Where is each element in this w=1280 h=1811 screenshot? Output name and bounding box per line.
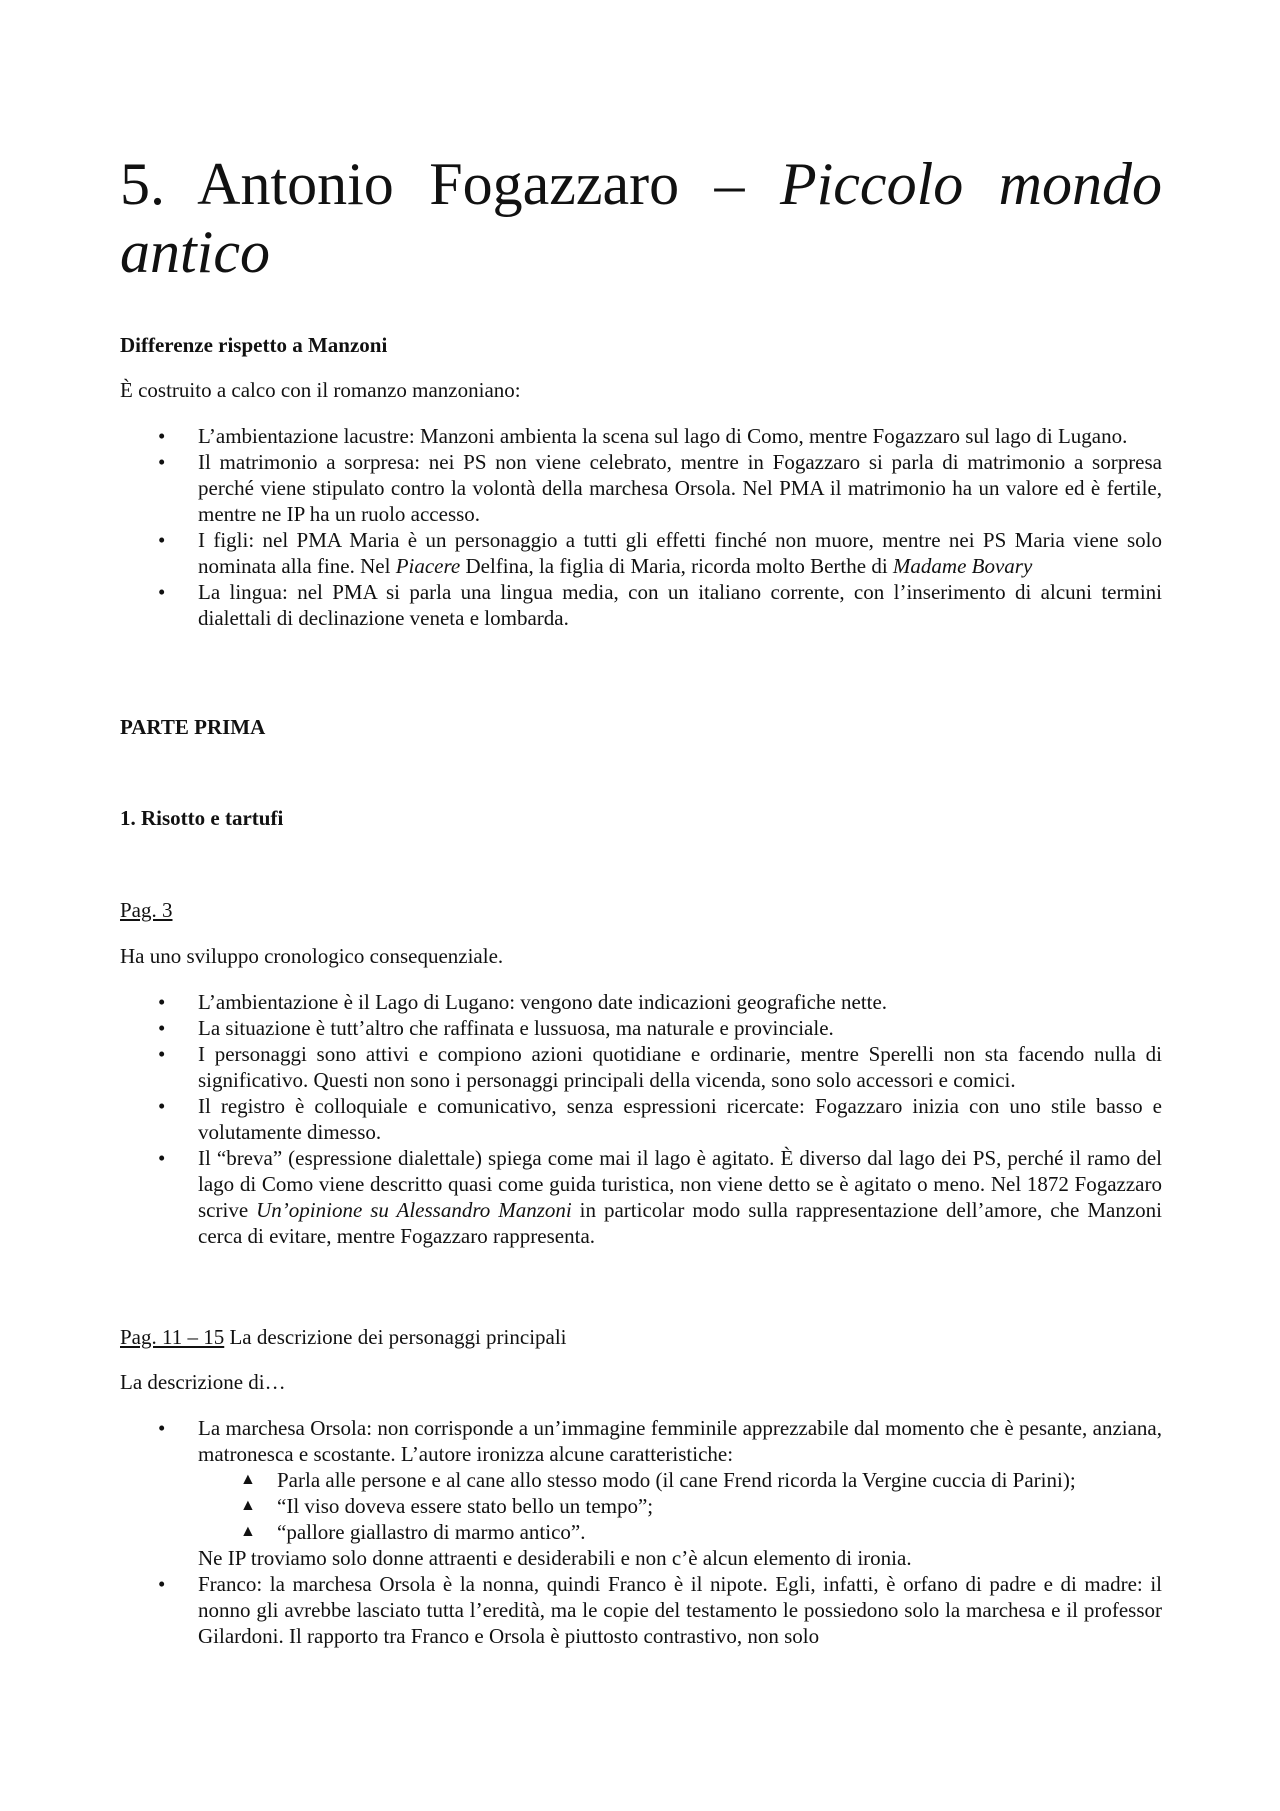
list-item: • Il matrimonio a sorpresa: nei PS non viene celebrato, mentre in Fogazzaro si parla di matrimonio a sorpresa perché viene stipulato contro la volontà della marchesa Orsola. Nel PMA il matrimonio ha un valore ed è fertile, mentre ne IP ha un ruolo accesso.: [158, 450, 1162, 526]
bullet-icon: •: [158, 580, 166, 604]
bullet-icon: •: [158, 424, 166, 448]
bullet-icon: •: [158, 1416, 166, 1440]
pag3-intro: Ha uno sviluppo cronologico consequenziale.: [120, 944, 504, 968]
bullet-icon: •: [158, 450, 166, 474]
pag11-intro: La descrizione di…: [120, 1370, 286, 1394]
bullet-icon: •: [158, 1572, 166, 1596]
sublist-item: ▲ “pallore giallastro di marmo antico”.: [240, 1520, 586, 1544]
chapter-heading: 1. Risotto e tartufi: [120, 806, 284, 830]
list-item-franco: • Franco: la marchesa Orsola è la nonna, quindi Franco è il nipote. Egli, infatti, è orfano di padre e di madre: il nonno gli avrebbe lasciato tutta l’eredità, ma le copie del testamento le possiedono solo la marchesa e il professor Gilardoni. Il rapporto tra Franco e Orsola è piuttosto contrastivo, non solo: [158, 1572, 1162, 1648]
list-item-orsola: • La marchesa Orsola: non corrisponde a un’immagine femminile apprezzabile dal momento che è pesante, anziana, matronesca e scostante. L’autore ironizza alcune caratteristiche:: [158, 1416, 1162, 1466]
page-title: [120, 150, 1162, 286]
differenze-list: [120, 423, 1162, 631]
differenze-intro: È costruito a calco con il romanzo manzoniano:: [120, 378, 521, 402]
bullet-icon: •: [158, 1146, 166, 1170]
list-item: • I personaggi sono attivi e compiono azioni quotidiane e ordinarie, mentre Sperelli non sta facendo nulla di significativo. Questi non sono i personaggi principali della vicenda, sono solo accessori e comici.: [158, 1042, 1162, 1092]
title-work: Piccolo mondo antico: [120, 151, 1163, 285]
page-reference-3: Pag. 3: [120, 898, 173, 922]
bullet-icon: •: [158, 1016, 166, 1040]
part-heading: PARTE PRIMA: [120, 715, 266, 739]
list-item: • La lingua: nel PMA si parla una lingua media, con un italiano corrente, con l’inserimento di alcuni termini dialettali di declinazione veneta e lombarda.: [158, 580, 1162, 630]
orsola-sublist: [120, 1467, 1162, 1545]
bullet-icon: •: [158, 528, 166, 552]
sublist-item: ▲ Parla alle persone e al cane allo stesso modo (il cane Frend ricorda la Vergine cuccia di Parini);: [240, 1468, 1076, 1492]
triangle-bullet-icon: ▲: [240, 1523, 256, 1540]
bullet-icon: •: [158, 990, 166, 1014]
bullet-icon: •: [158, 1094, 166, 1118]
list-item: • L’ambientazione lacustre: Manzoni ambienta la scena sul lago di Como, mentre Fogazzaro sul lago di Lugano.: [158, 424, 1128, 448]
pag11-list: [120, 1415, 1162, 1649]
list-item: • I figli: nel PMA Maria è un personaggio a tutti gli effetti finché non muore, mentre nei PS Maria viene solo nominata alla fine. Nel Piacere Delfina, la figlia di Maria, ricorda molto Berthe di Madame Bovary: [158, 528, 1162, 578]
section-heading-differenze: Differenze rispetto a Manzoni: [120, 333, 388, 357]
list-item: • Il registro è colloquiale e comunicativo, senza espressioni ricercate: Fogazzaro inizia con uno stile basso e volutamente dimesso.: [158, 1094, 1162, 1144]
list-item: • La situazione è tutt’altro che raffinata e lussuosa, ma naturale e provinciale.: [158, 1016, 834, 1040]
list-item: • Il “breva” (espressione dialettale) spiega come mai il lago è agitato. È diverso dal lago dei PS, perché il ramo del lago di Como viene descritto quasi come guida turistica, non viene detto se è agitato o meno. Nel 1872 Fogazzaro scrive Un’opinione su Alessandro Manzoni in particolar modo sulla rappresentazione dell’amore, che Manzoni cerca di evitare, mentre Fogazzaro rappresenta.: [158, 1146, 1162, 1248]
sublist-item: ▲ “Il viso doveva essere stato bello un tempo”;: [240, 1494, 654, 1518]
page-reference-11-15: Pag. 11 – 15 La descrizione dei personaggi principali: [120, 1325, 567, 1349]
list-item: • L’ambientazione è il Lago di Lugano: vengono date indicazioni geografiche nette.: [158, 990, 888, 1014]
title-prefix: 5. Antonio Fogazzaro –: [120, 151, 780, 217]
pag3-list: [120, 989, 1162, 1249]
orsola-tail: Ne IP troviamo solo donne attraenti e desiderabili e non c’è alcun elemento di ironia.: [198, 1546, 912, 1570]
triangle-bullet-icon: ▲: [240, 1471, 256, 1488]
bullet-icon: •: [158, 1042, 166, 1066]
triangle-bullet-icon: ▲: [240, 1497, 256, 1514]
